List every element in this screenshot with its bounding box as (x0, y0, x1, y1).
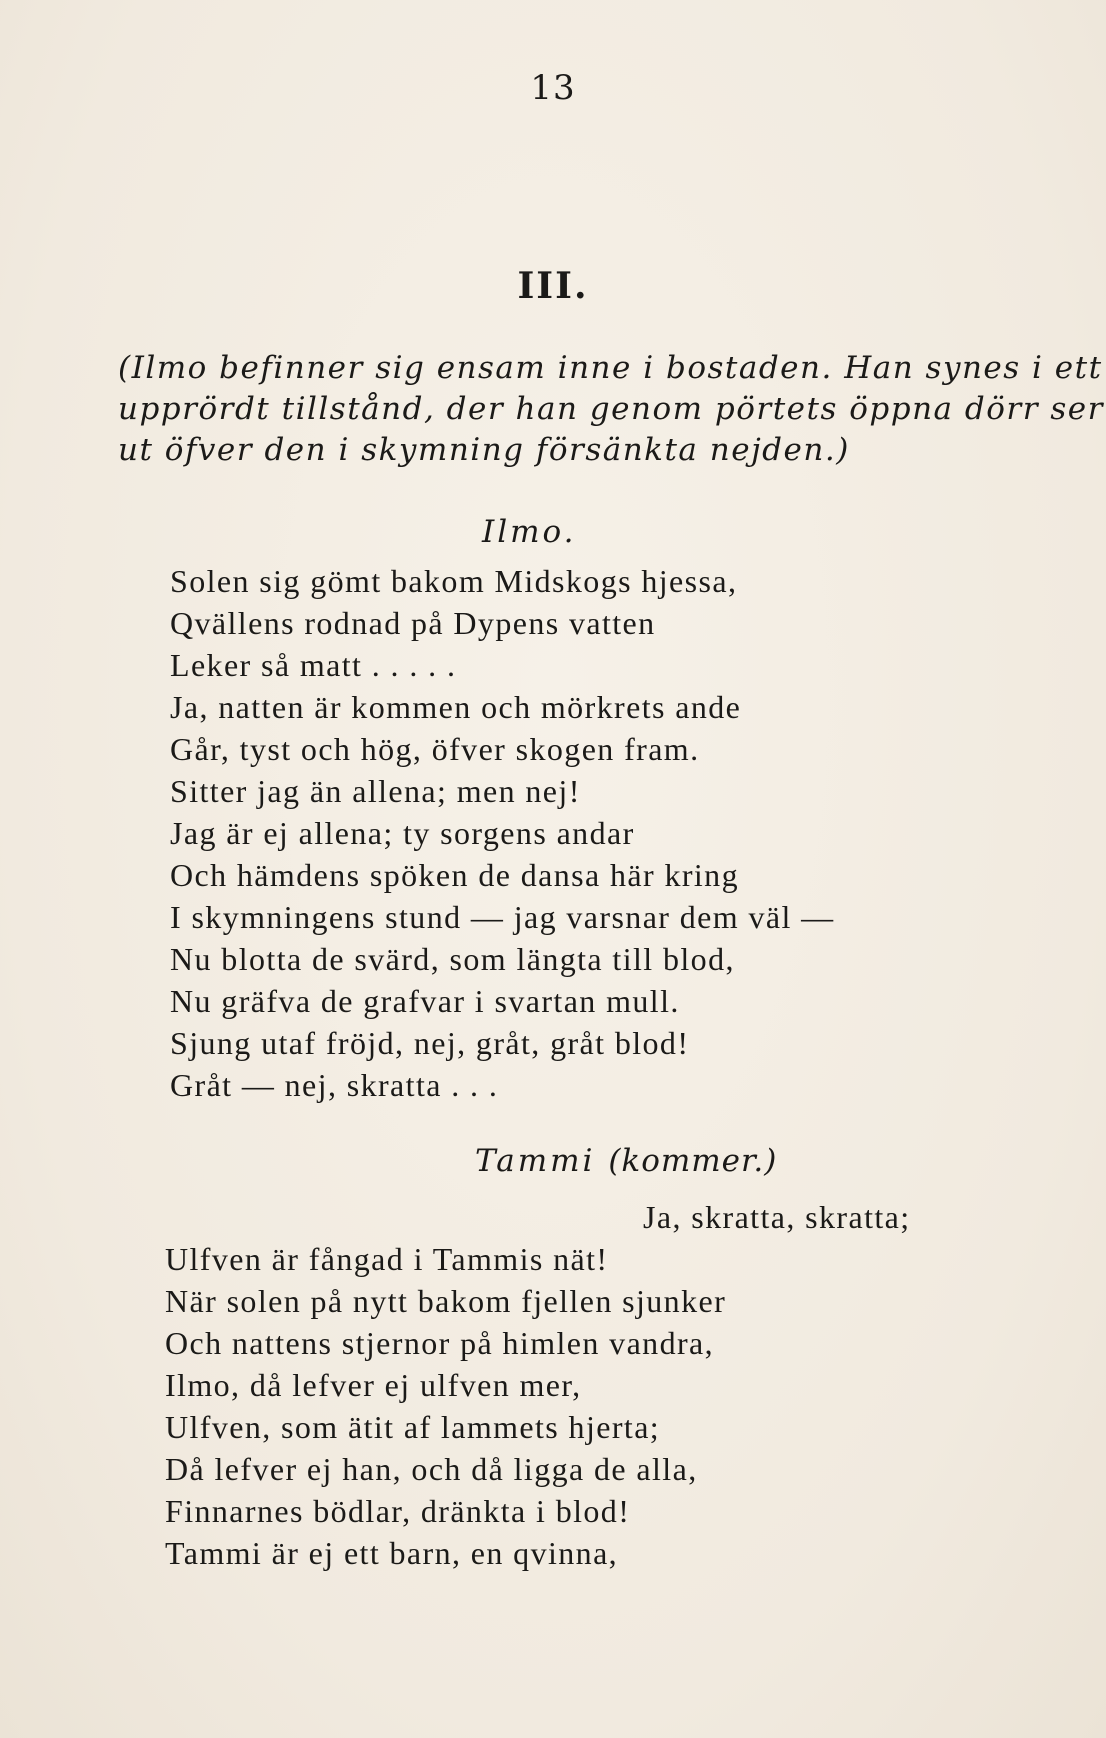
verse-block-tammi (165, 1196, 911, 1574)
verse-line: Och nattens stjernor på himlen vandra, (165, 1325, 715, 1361)
stage-direction (118, 348, 1104, 471)
verse-line: Ulfven är fångad i Tammis nät! (165, 1241, 609, 1277)
verse-line: Ilmo, då lefver ej ulfven mer, (165, 1367, 582, 1403)
verse-line: Qvällens rodnad på Dypens vatten (170, 605, 656, 641)
verse-line: Gråt — nej, skratta . . . (170, 1067, 499, 1103)
speaker-name-ilmo: Ilmo. (482, 514, 577, 550)
verse-line: Finnarnes bödlar, dränkta i blod! (165, 1493, 631, 1529)
verse-line: Jag är ej allena; ty sorgens andar (170, 815, 635, 851)
page-number: 13 (530, 68, 576, 108)
stage-direction-line: upprördt tillstånd, der han genom pörtets öppna dörr ser (118, 391, 1104, 427)
verse-line: Leker så matt . . . . . (170, 647, 457, 683)
verse-line: Sitter jag än allena; men nej! (170, 773, 581, 809)
stage-direction-line: (Ilmo befinner sig ensam inne i bostaden. Han synes i ett (118, 350, 1103, 386)
verse-line: När solen på nytt bakom fjellen sjunker (165, 1283, 727, 1319)
speaker-name: Tammi (475, 1143, 596, 1179)
verse-line: Tammi är ej ett barn, en qvinna, (165, 1535, 619, 1571)
verse-line: Går, tyst och hög, öfver skogen fram. (170, 731, 700, 767)
stage-direction-line: ut öfver den i skymning försänkta nejden.) (118, 432, 850, 468)
verse-line: Sjung utaf fröjd, nej, gråt, gråt blod! (170, 1025, 690, 1061)
verse-line: Ja, natten är kommen och mörkrets ande (170, 689, 742, 725)
verse-line: Nu blotta de svärd, som längta till blod, (170, 941, 735, 977)
section-heading: III. (517, 265, 589, 307)
verse-line: Nu gräfva de grafvar i svartan mull. (170, 983, 680, 1019)
speaker-name-tammi (475, 1143, 777, 1179)
verse-line: Då lefver ej han, och då ligga de alla, (165, 1451, 698, 1487)
verse-line: Solen sig gömt bakom Midskogs hjessa, (170, 563, 738, 599)
verse-line: Och hämdens spöken de dansa här kring (170, 857, 739, 893)
verse-line: Ja, skratta, skratta; (643, 1199, 911, 1235)
speaker-note: (kommer.) (608, 1143, 778, 1179)
verse-line: I skymningens stund — jag varsnar dem väl — (170, 899, 835, 935)
verse-line: Ulfven, som ätit af lammets hjerta; (165, 1409, 661, 1445)
verse-block-ilmo (170, 560, 835, 1106)
